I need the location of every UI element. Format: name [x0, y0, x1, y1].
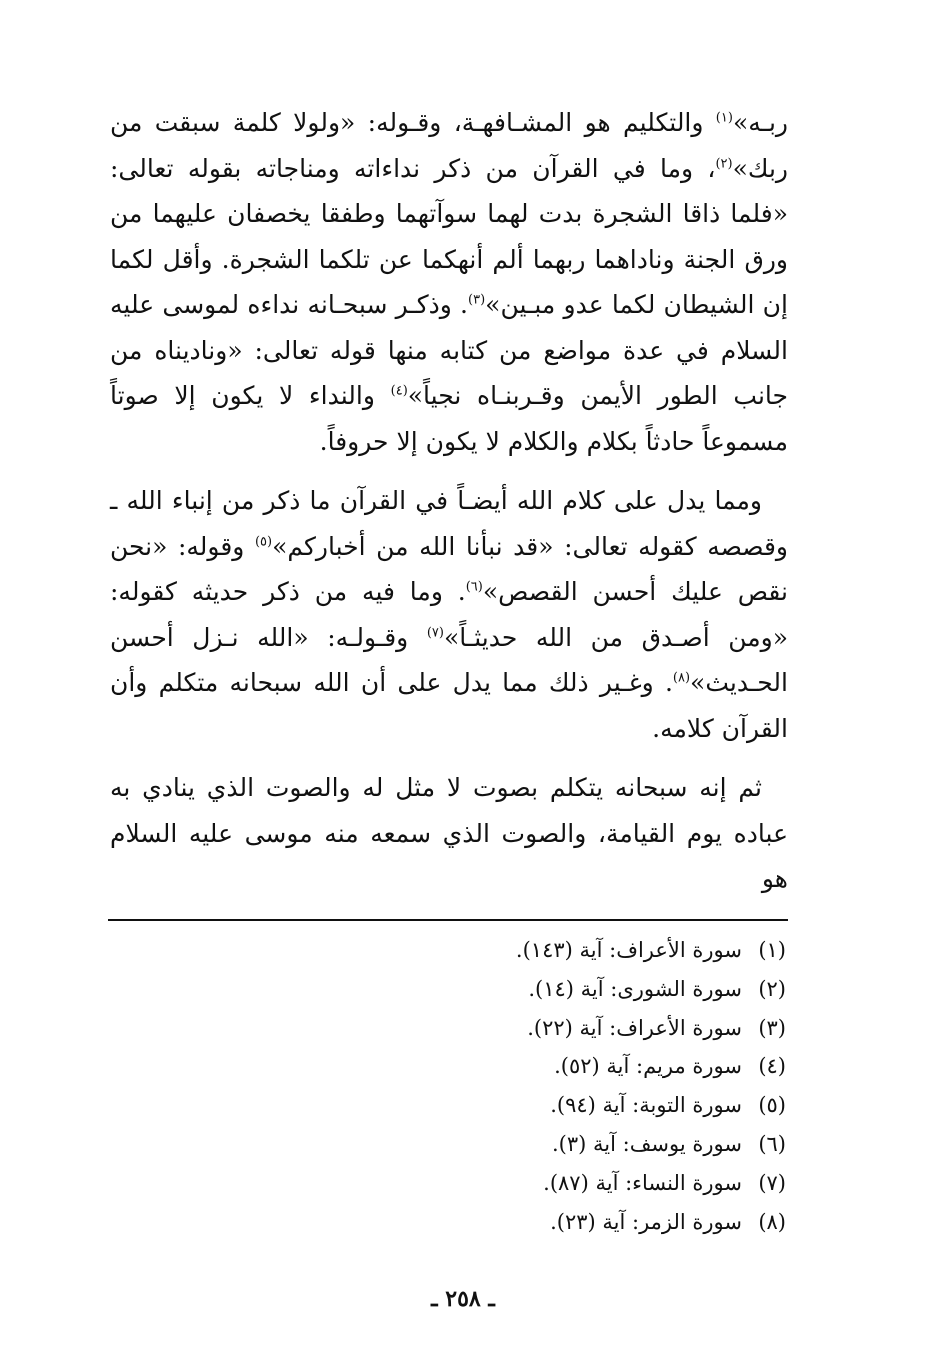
- footnote-text: سورة الزمر: آية (٢٣).: [550, 1209, 742, 1234]
- paragraph-2-part-c: . وما فيه من ذكر حديثه كقوله: «ومن أصـدق من الله حديثـاً»: [110, 577, 788, 652]
- paragraph-2-part-d: وقـولـه: «الله نـزل أحسن الحـديث»: [110, 622, 788, 697]
- paragraph-1: [110, 100, 788, 464]
- footnote-divider: [108, 919, 788, 921]
- paragraph-1-part-e: والنداء لا يكون إلا صوتاً مسموعاً حادثاً بكلام والكلام لا يكون إلا حروفاً.: [110, 381, 788, 456]
- footnote-text: سورة النساء: آية (٨٧).: [543, 1170, 742, 1195]
- footnote-text: سورة الأعراف: آية (١٤٣).: [515, 938, 742, 962]
- footnote-text: سورة يوسف: آية (٣).: [551, 1131, 742, 1156]
- footnote-ref-3[interactable]: (٣): [468, 292, 486, 308]
- footnote-ref-7[interactable]: (٧): [426, 625, 444, 641]
- footnotes-list: [326, 931, 786, 1241]
- footnote-number: (٨): [758, 1209, 786, 1234]
- paragraph-1-part-c: ، وما في القرآن من ذكر نداءاته ومناجاته بقوله تعالى: «فلما ذاقا الشجرة بدت لهما سوآتهما وطفقا يخصفان عليهما من ورق الجنة وناداهما ربهما ألم أنهكما عن تلكما الشجرة. وأقل لكما إن الشيطان لكما عدو مبـين»: [110, 153, 788, 319]
- footnote-ref-6[interactable]: (٦): [465, 579, 483, 595]
- footnote-text: سورة مريم: آية (٥٢).: [554, 1054, 742, 1079]
- footnote-ref-4[interactable]: (٤): [390, 383, 408, 399]
- footnote-text: سورة الأعراف: آية (٢٢).: [527, 1015, 742, 1040]
- main-text: [110, 100, 788, 902]
- footnote-item: [326, 1086, 786, 1125]
- footnote-number: (١): [758, 938, 786, 962]
- paragraph-2-part-a: ومما يدل على كلام الله أيضـاً في القرآن ما ذكر من إنباء الله ـ وقصصه كقوله تعالى: «قد نبأنا الله من أخباركم»: [110, 486, 788, 561]
- paragraph-2-part-b: وقوله: «نحن نقص عليك أحسن القصص»: [110, 531, 788, 606]
- footnote-item: [326, 931, 786, 970]
- footnote-item: [326, 1203, 786, 1242]
- footnote-item: [326, 1009, 786, 1048]
- footnote-number: (٣): [758, 1015, 786, 1040]
- footnote-ref-8[interactable]: (٨): [672, 670, 691, 686]
- paragraph-1-part-a: ربـه»: [732, 108, 788, 137]
- footnote-ref-5[interactable]: (٥): [254, 534, 273, 550]
- footnote-item: [326, 970, 786, 1009]
- footnote-number: (٦): [758, 1131, 786, 1156]
- footnote-item: [326, 1125, 786, 1164]
- footnote-item: [326, 1047, 786, 1086]
- footnote-number: (٧): [758, 1170, 786, 1195]
- paragraph-2: [110, 478, 788, 751]
- footnote-number: (٢): [758, 976, 786, 1001]
- footnote-ref-2[interactable]: (٢): [715, 156, 733, 172]
- footnote-ref-1[interactable]: (١): [715, 110, 733, 126]
- paragraph-1-part-b: والتكليم هو المشـافهـة، وقـوله: «ولولا كلمة سبقت من ربك»: [110, 108, 788, 183]
- paragraph-3: ثم إنه سبحانه يتكلم بصوت لا مثل له والصوت الذي ينادي به عباده يوم القيامة، والصوت الذي سمعه منه موسى عليه السلام هو: [110, 773, 788, 893]
- paragraph-2-part-e: . وغـير ذلك مما يدل على أن الله سبحانه متكلم وأن القرآن كلامه.: [110, 668, 788, 743]
- footnote-item: [326, 1164, 786, 1203]
- footnote-text: سورة الشورى: آية (١٤).: [528, 976, 742, 1001]
- footnote-number: (٥): [758, 1093, 786, 1118]
- footnote-number: (٤): [758, 1054, 786, 1079]
- footnote-text: سورة التوبة: آية (٩٤).: [550, 1093, 742, 1118]
- page-number: ـ ٢٥٨ ـ: [431, 1286, 495, 1312]
- paragraph-1-part-d: . وذكـر سبحـانه نداءه لموسى عليه السلام في عدة مواضع من كتابه منها قوله تعالى: «وناديناه من جانب الطور الأيمن وقـربنـاه نجياً»: [110, 290, 788, 410]
